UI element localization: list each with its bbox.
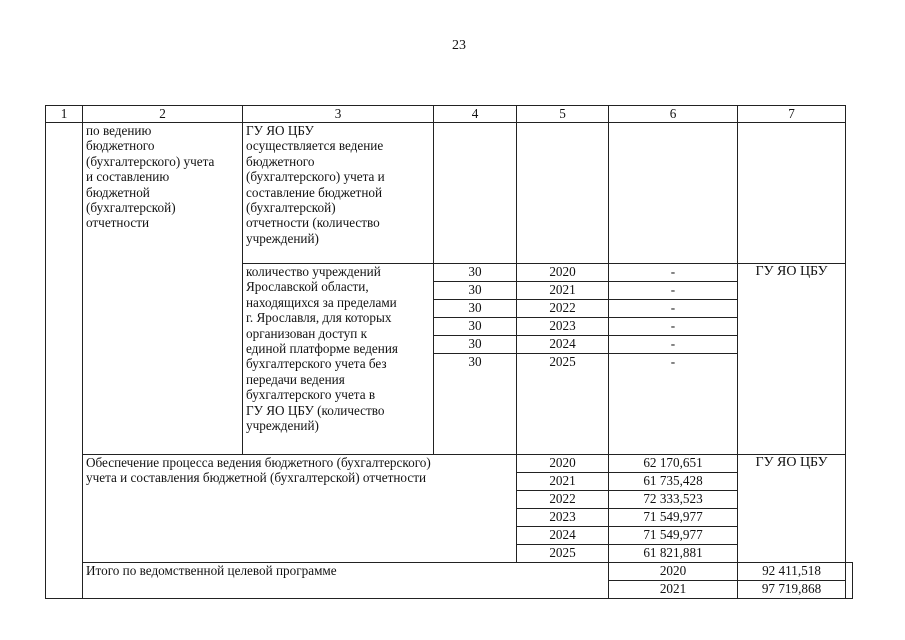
amount-cell: - (609, 300, 738, 318)
year-cell: 2021 (609, 581, 738, 599)
amount-cell: - (609, 264, 738, 282)
amount-cell: 71 549,977 (609, 527, 738, 545)
empty-cell (517, 123, 609, 264)
header-row (46, 106, 853, 123)
year-cell: 2023 (517, 509, 609, 527)
header-col-6: 6 (609, 106, 738, 123)
header-col-5: 5 (517, 106, 609, 123)
indicator-description: количество учреждений Ярославской области, находящихся за пределами г. Ярославля, для которых организован доступ к единой платформе ведения бухгалтерского учета без передачи ведения бухгалтерского учета в ГУ ЯО ЦБУ (количество учреждений) (243, 264, 434, 455)
empty-cell (434, 123, 517, 264)
amount-cell: 61 821,881 (609, 545, 738, 563)
indicator-value: 30 (434, 282, 517, 300)
header-col-1: 1 (46, 106, 83, 123)
measure-description: Обеспечение процесса ведения бюджетного (бухгалтерского) учета и составления бюджетной (бухгалтерской) отчетности (83, 455, 517, 563)
year-cell: 2023 (517, 318, 609, 336)
empty-cell (738, 123, 846, 264)
indicator-value: 30 (434, 336, 517, 354)
year-cell: 2021 (517, 282, 609, 300)
amount-cell: 72 333,523 (609, 491, 738, 509)
amount-cell: 97 719,868 (738, 581, 846, 599)
total-row (46, 563, 853, 581)
year-cell: 2020 (517, 264, 609, 282)
year-cell: 2020 (517, 455, 609, 473)
amount-cell: 71 549,977 (609, 509, 738, 527)
year-cell: 2025 (517, 545, 609, 563)
header-col-7: 7 (738, 106, 846, 123)
amount-cell: 62 170,651 (609, 455, 738, 473)
indicator-description: ГУ ЯО ЦБУ осуществляется ведение бюджетного (бухгалтерского) учета и составление бюджетной (бухгалтерской) отчетности (количество учреждений) (243, 123, 434, 264)
measure-description: по ведению бюджетного (бухгалтерского) учета и составлению бюджетной (бухгалтерской) отчетности (83, 123, 243, 455)
col1-blank-cell (46, 123, 83, 599)
amount-cell: 92 411,518 (738, 563, 846, 581)
program-table (45, 105, 853, 599)
year-cell: 2021 (517, 473, 609, 491)
amount-cell: - (609, 318, 738, 336)
amount-cell: - (609, 282, 738, 300)
indicator-value: 30 (434, 354, 517, 455)
amount-cell: 61 735,428 (609, 473, 738, 491)
year-cell: 2022 (517, 491, 609, 509)
indicator-value: 30 (434, 318, 517, 336)
total-label: Итого по ведомственной целевой программе (83, 563, 609, 599)
amount-cell: - (609, 354, 738, 455)
table-row (46, 455, 853, 473)
header-col-4: 4 (434, 106, 517, 123)
year-cell: 2020 (609, 563, 738, 581)
year-cell: 2022 (517, 300, 609, 318)
page-number: 23 (452, 38, 466, 53)
year-cell: 2024 (517, 527, 609, 545)
table-row (46, 123, 853, 264)
amount-cell: - (609, 336, 738, 354)
year-cell: 2025 (517, 354, 609, 455)
empty-cell (609, 123, 738, 264)
header-col-3: 3 (243, 106, 434, 123)
responsible-executor: ГУ ЯО ЦБУ (738, 264, 846, 455)
empty-cell (846, 563, 853, 599)
responsible-executor: ГУ ЯО ЦБУ (738, 455, 846, 563)
indicator-value: 30 (434, 264, 517, 282)
indicator-value: 30 (434, 300, 517, 318)
header-col-2: 2 (83, 106, 243, 123)
year-cell: 2024 (517, 336, 609, 354)
